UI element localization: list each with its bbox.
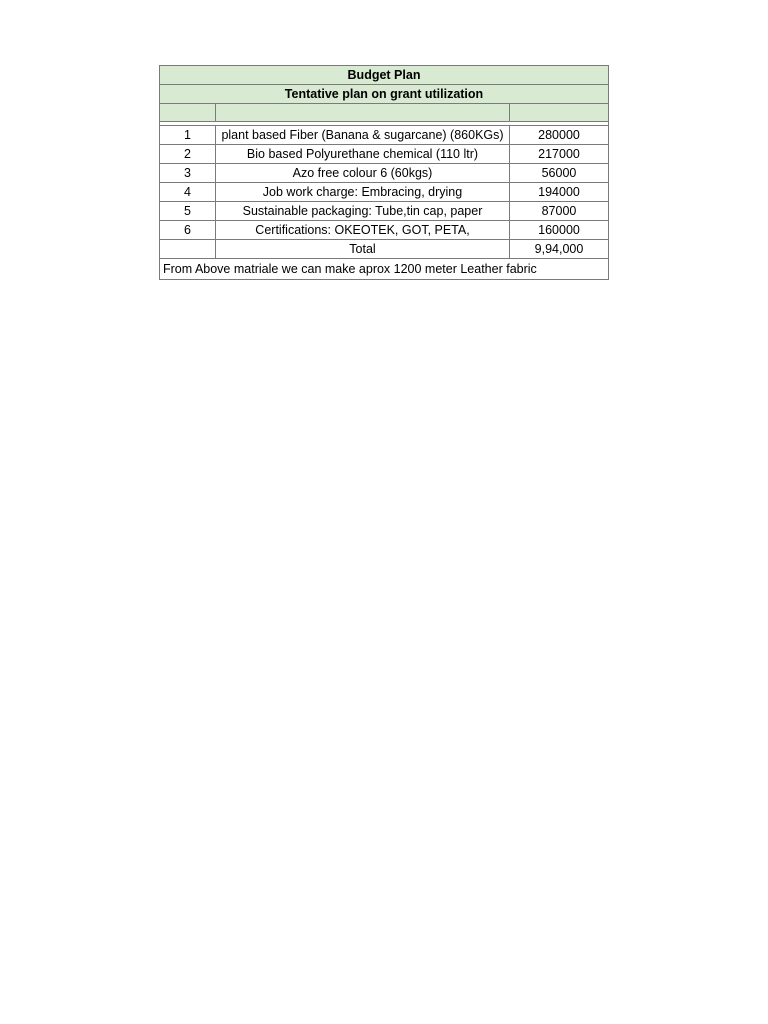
row-number: 2 (160, 145, 216, 164)
row-number: 5 (160, 202, 216, 221)
row-amount: 217000 (510, 145, 609, 164)
total-value: 9,94,000 (510, 240, 609, 259)
row-item: plant based Fiber (Banana & sugarcane) (860KGs) (216, 126, 510, 145)
table-row (160, 221, 609, 240)
row-item: Azo free colour 6 (60kgs) (216, 164, 510, 183)
note-text: From Above matriale we can make aprox 1200 meter Leather fabric (160, 259, 609, 280)
row-amount: 56000 (510, 164, 609, 183)
row-item: Sustainable packaging: Tube,tin cap, paper (216, 202, 510, 221)
table-row (160, 126, 609, 145)
total-row (160, 240, 609, 259)
row-amount: 280000 (510, 126, 609, 145)
row-number: 1 (160, 126, 216, 145)
row-amount: 194000 (510, 183, 609, 202)
row-item: Job work charge: Embracing, drying (216, 183, 510, 202)
blank-cell (160, 104, 216, 122)
table-row (160, 183, 609, 202)
table-title: Budget Plan (160, 66, 609, 85)
table-row (160, 202, 609, 221)
blank-cell (160, 240, 216, 259)
table-row (160, 164, 609, 183)
blank-cell (216, 104, 510, 122)
blank-cell (510, 104, 609, 122)
budget-table (159, 65, 609, 280)
note-row (160, 259, 609, 280)
row-number: 4 (160, 183, 216, 202)
row-number: 3 (160, 164, 216, 183)
total-label: Total (216, 240, 510, 259)
subtitle-row (160, 85, 609, 104)
table-subtitle: Tentative plan on grant utilization (160, 85, 609, 104)
row-number: 6 (160, 221, 216, 240)
blank-header-row (160, 104, 609, 122)
title-row (160, 66, 609, 85)
table-row (160, 145, 609, 164)
row-item: Certifications: OKEOTEK, GOT, PETA, (216, 221, 510, 240)
row-amount: 87000 (510, 202, 609, 221)
row-amount: 160000 (510, 221, 609, 240)
row-item: Bio based Polyurethane chemical (110 ltr) (216, 145, 510, 164)
